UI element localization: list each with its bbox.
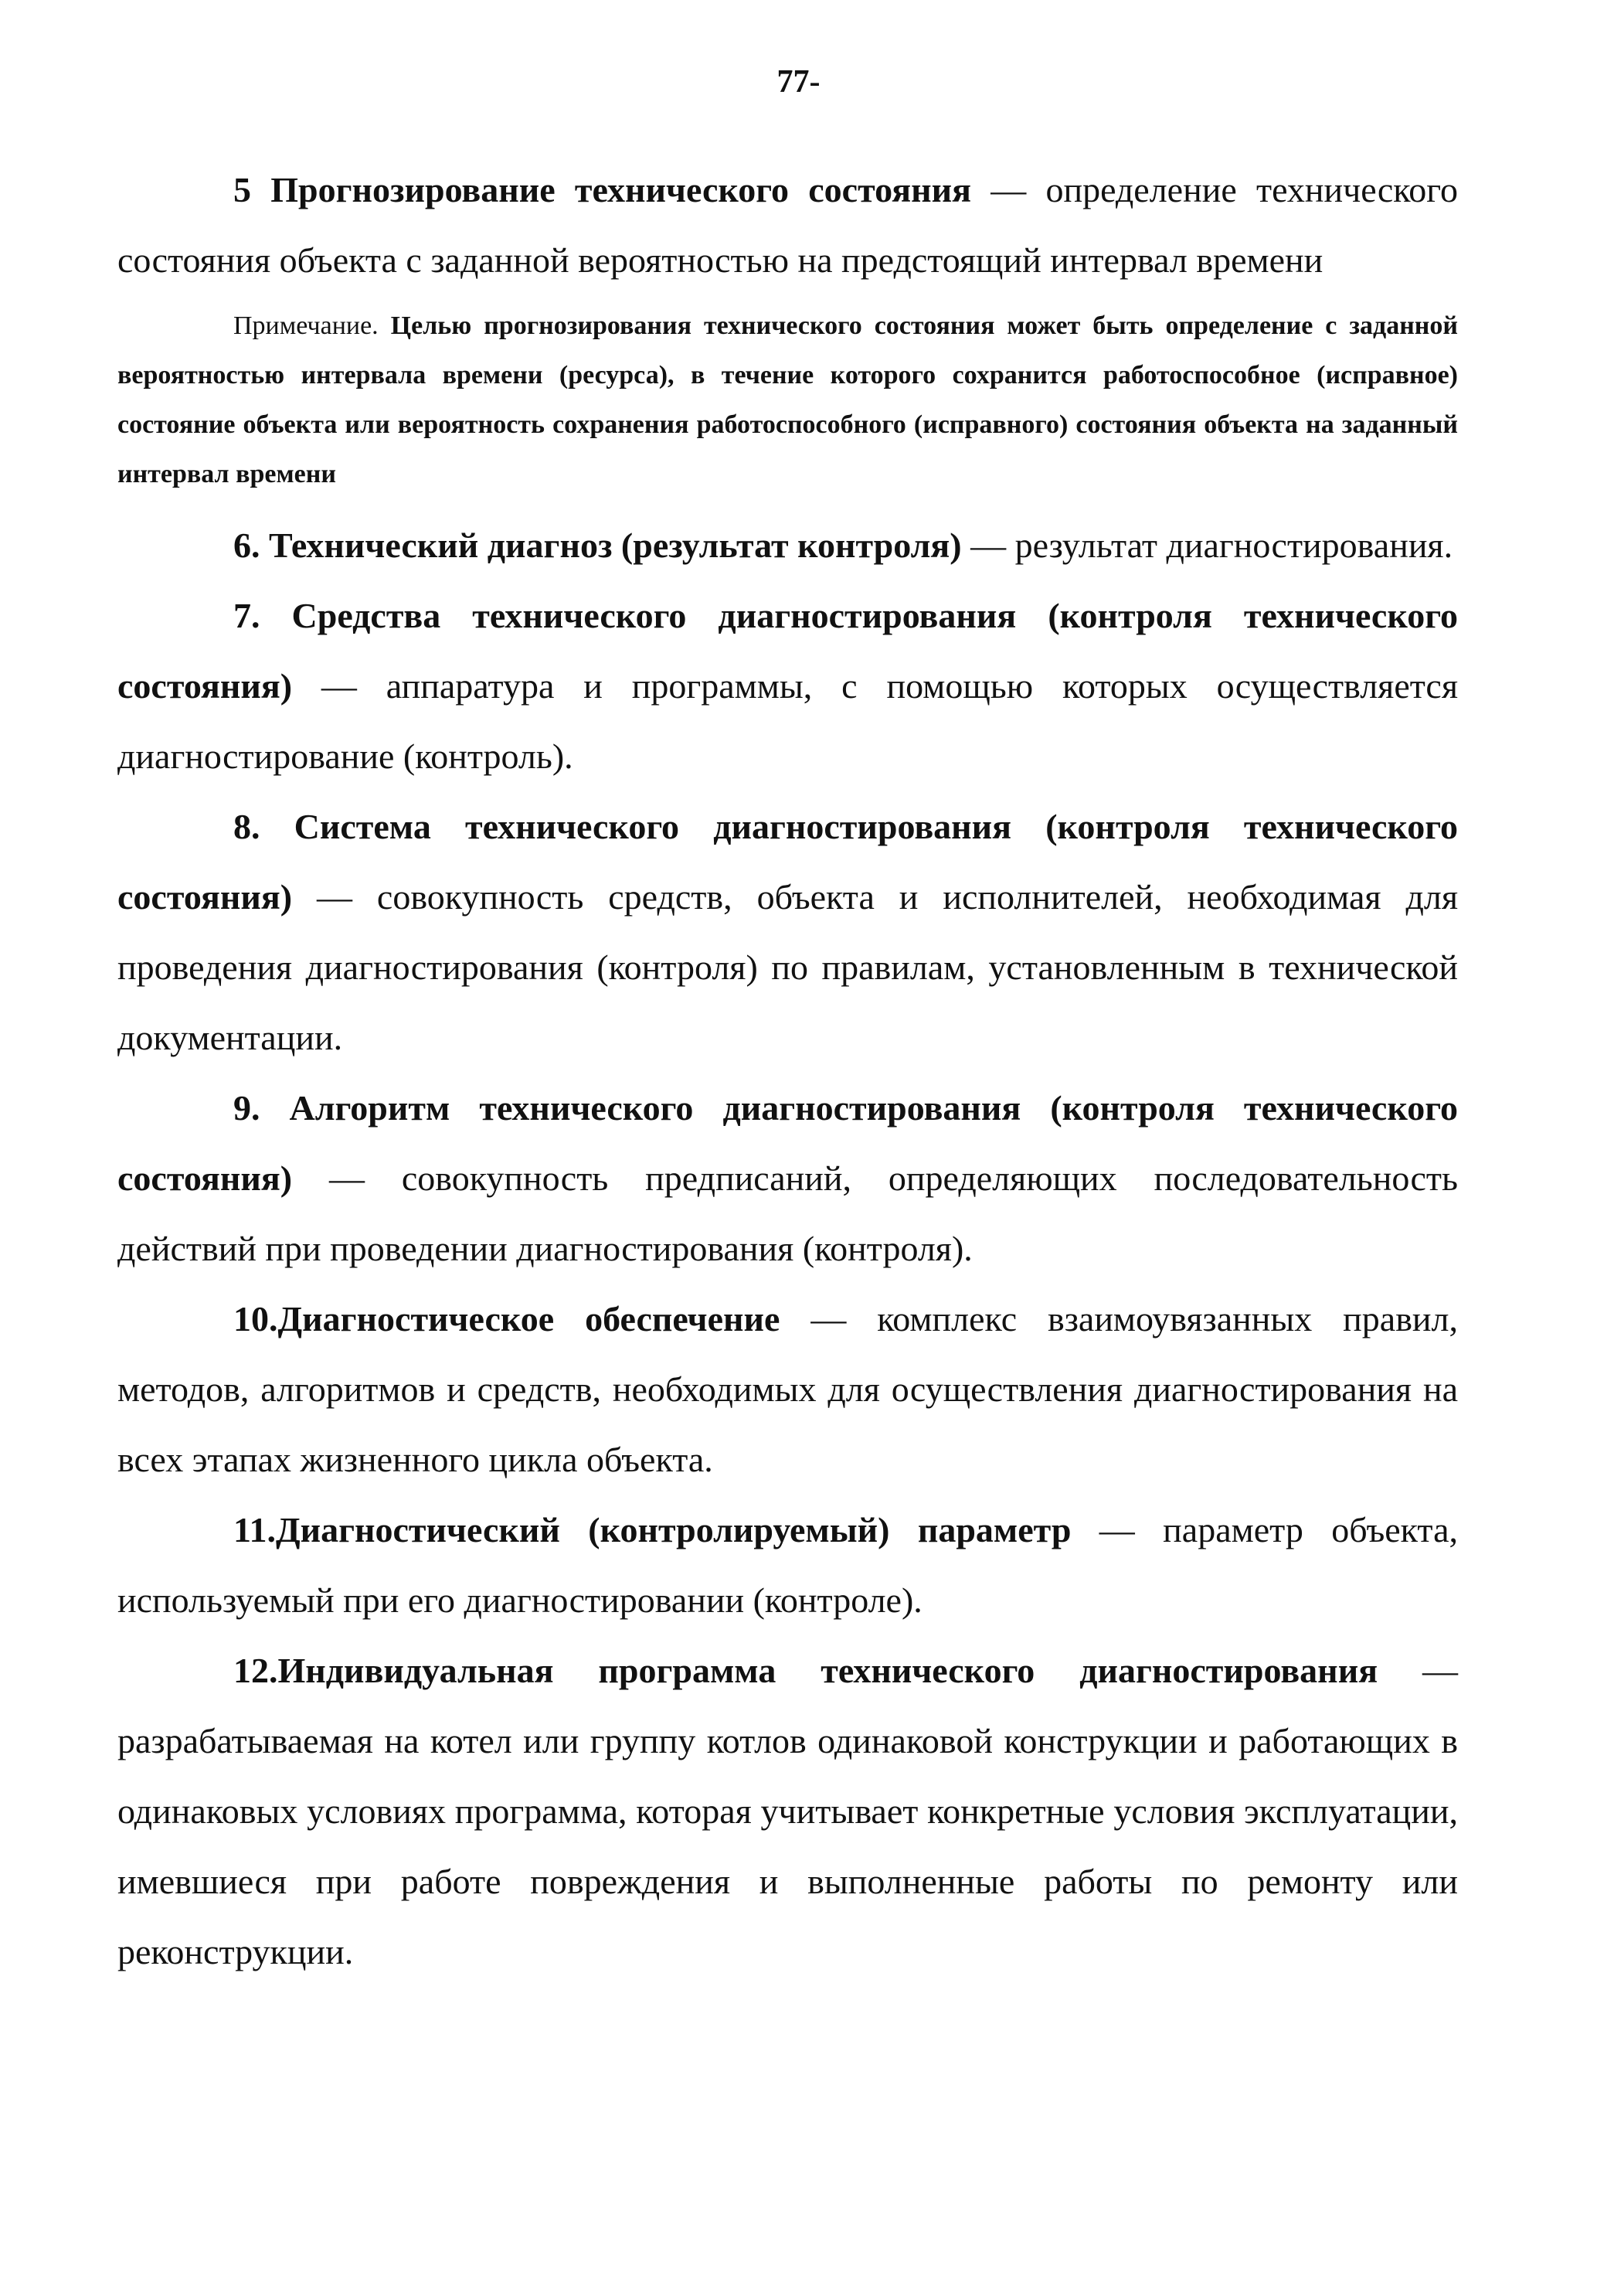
page-number: 77- [776, 64, 821, 100]
term-label: 7. Средства технического диагностирования (контроля технического состояния) [117, 596, 1458, 706]
definition-8 [117, 791, 1458, 1073]
definition-11 [117, 1495, 1458, 1635]
definition-7 [117, 580, 1458, 791]
definition-6 [117, 510, 1458, 580]
term-label: 10.Диагностическое обеспечение [233, 1299, 780, 1338]
definition-text: — результат диагностирования. [961, 526, 1453, 565]
term-label: 12.Индивидуальная программа технического диагностирования [233, 1651, 1378, 1690]
definition-10 [117, 1284, 1458, 1495]
definition-12 [117, 1635, 1458, 1987]
term-label: 5 Прогнозирование технического состояния [233, 170, 971, 209]
definitions-list [117, 155, 1458, 1987]
term-label: 9. Алгоритм технического диагностирования (контроля технического состояния) [117, 1088, 1458, 1198]
note-label: Примечание. [233, 311, 379, 340]
note-text: Целью прогнозирования технического состояния может быть определение с заданной вероятностью интервала времени (ресурса), в течение которого сохранится работоспособное (исправное) состояние объекта или вероятность сохранения работоспособного (исправного) состояния объекта на заданный интервал времени [117, 311, 1458, 488]
term-label: 6. Технический диагноз (результат контроля) [233, 526, 962, 565]
note-paragraph [117, 301, 1458, 499]
definition-text: — комплекс взаимоувязанных правил, методов, алгоритмов и средств, необходимых для осуществления диагностирования на всех этапах жизненного цикла объекта. [117, 1299, 1459, 1479]
definition-9 [117, 1073, 1458, 1284]
definition-text: — аппаратура и программы, с помощью которых осуществляется диагностирование (контроль). [117, 666, 1458, 776]
definition-text: — параметр объекта, используемый при его диагностировании (контроле). [117, 1510, 1458, 1620]
term-label: 8. Система технического диагностирования (контроля технического состояния) [117, 807, 1458, 917]
definition-text: — совокупность средств, объекта и исполнителей, необходимая для проведения диагностирования (контроля) по правилам, установленным в технической документации. [117, 877, 1458, 1057]
definition-text: — разрабатываемая на котел или группу котлов одинаковой конструкции и работающих в одинаковых условиях программа, которая учитывает конкретные условия эксплуатации, имевшиеся при работе повреждения и выполненные работы по ремонту или реконструкции. [117, 1651, 1459, 1971]
term-label: 11.Диагностический (контролируемый) параметр [233, 1510, 1072, 1549]
definition-text: — определение технического состояния объекта с заданной вероятностью на предстоящий интервал времени [117, 170, 1458, 280]
definition-5 [117, 155, 1458, 295]
definition-text: — совокупность предписаний, определяющих последовательность действий при проведении диагностирования (контроля). [117, 1158, 1458, 1268]
